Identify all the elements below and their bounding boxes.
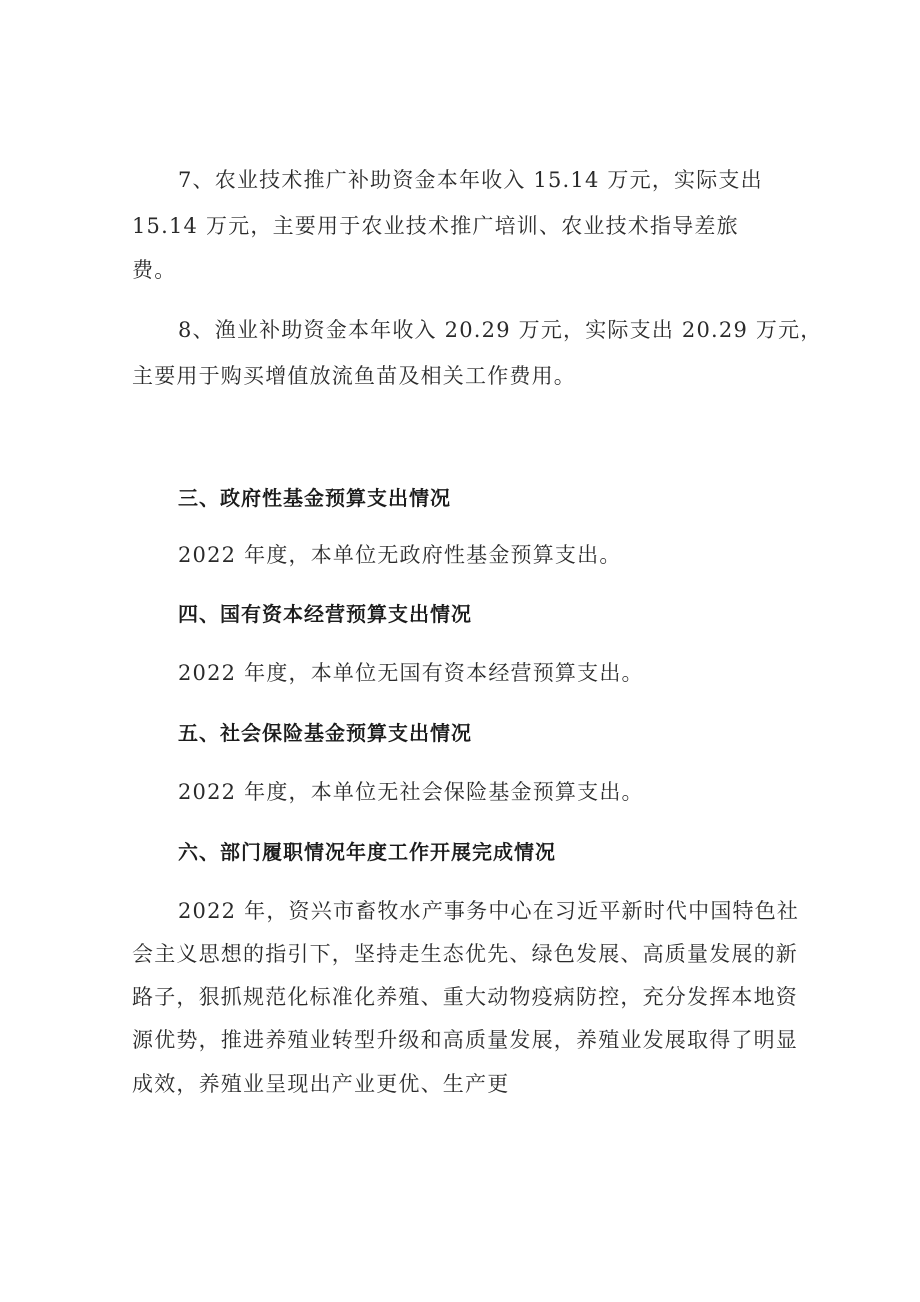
paragraph-8-line-1: 8、渔业补助资金本年收入 20.29 万元，实际支出 20.29 万元， — [178, 318, 823, 342]
section-6-body-line-2: 会主义思想的指引下，坚持走生态优先、绿色发展、高质量发展的新 — [132, 942, 798, 966]
section-5-heading: 五、社会保险基金预算支出情况 — [178, 721, 472, 745]
section-3-body: 2022 年度，本单位无政府性基金预算支出。 — [178, 543, 622, 567]
section-3-heading: 三、政府性基金预算支出情况 — [178, 486, 451, 510]
section-6-heading: 六、部门履职情况年度工作开展完成情况 — [178, 840, 556, 864]
section-4-heading: 四、国有资本经营预算支出情况 — [178, 602, 472, 626]
paragraph-8-line-2: 主要用于购买增值放流鱼苗及相关工作费用。 — [132, 364, 576, 388]
section-6-body-line-3: 路子，狠抓规范化标准化养殖、重大动物疫病防控，充分发挥本地资 — [132, 985, 798, 1009]
paragraph-7-line-1: 7、农业技术推广补助资金本年收入 15.14 万元，实际支出 — [178, 168, 763, 192]
section-6-body-line-1: 2022 年，资兴市畜牧水产事务中心在习近平新时代中国特色社 — [178, 899, 800, 923]
section-6-body-line-4: 源优势，推进养殖业转型升级和高质量发展，养殖业发展取得了明显 — [132, 1028, 798, 1052]
section-4-body: 2022 年度，本单位无国有资本经营预算支出。 — [178, 661, 644, 685]
paragraph-7-line-3: 费。 — [132, 258, 177, 282]
section-6-body-line-5: 成效，养殖业呈现出产业更优、生产更 — [132, 1072, 510, 1096]
paragraph-7-line-2: 15.14 万元，主要用于农业技术推广培训、农业技术指导差旅 — [132, 214, 739, 238]
section-5-body: 2022 年度，本单位无社会保险基金预算支出。 — [178, 780, 644, 804]
